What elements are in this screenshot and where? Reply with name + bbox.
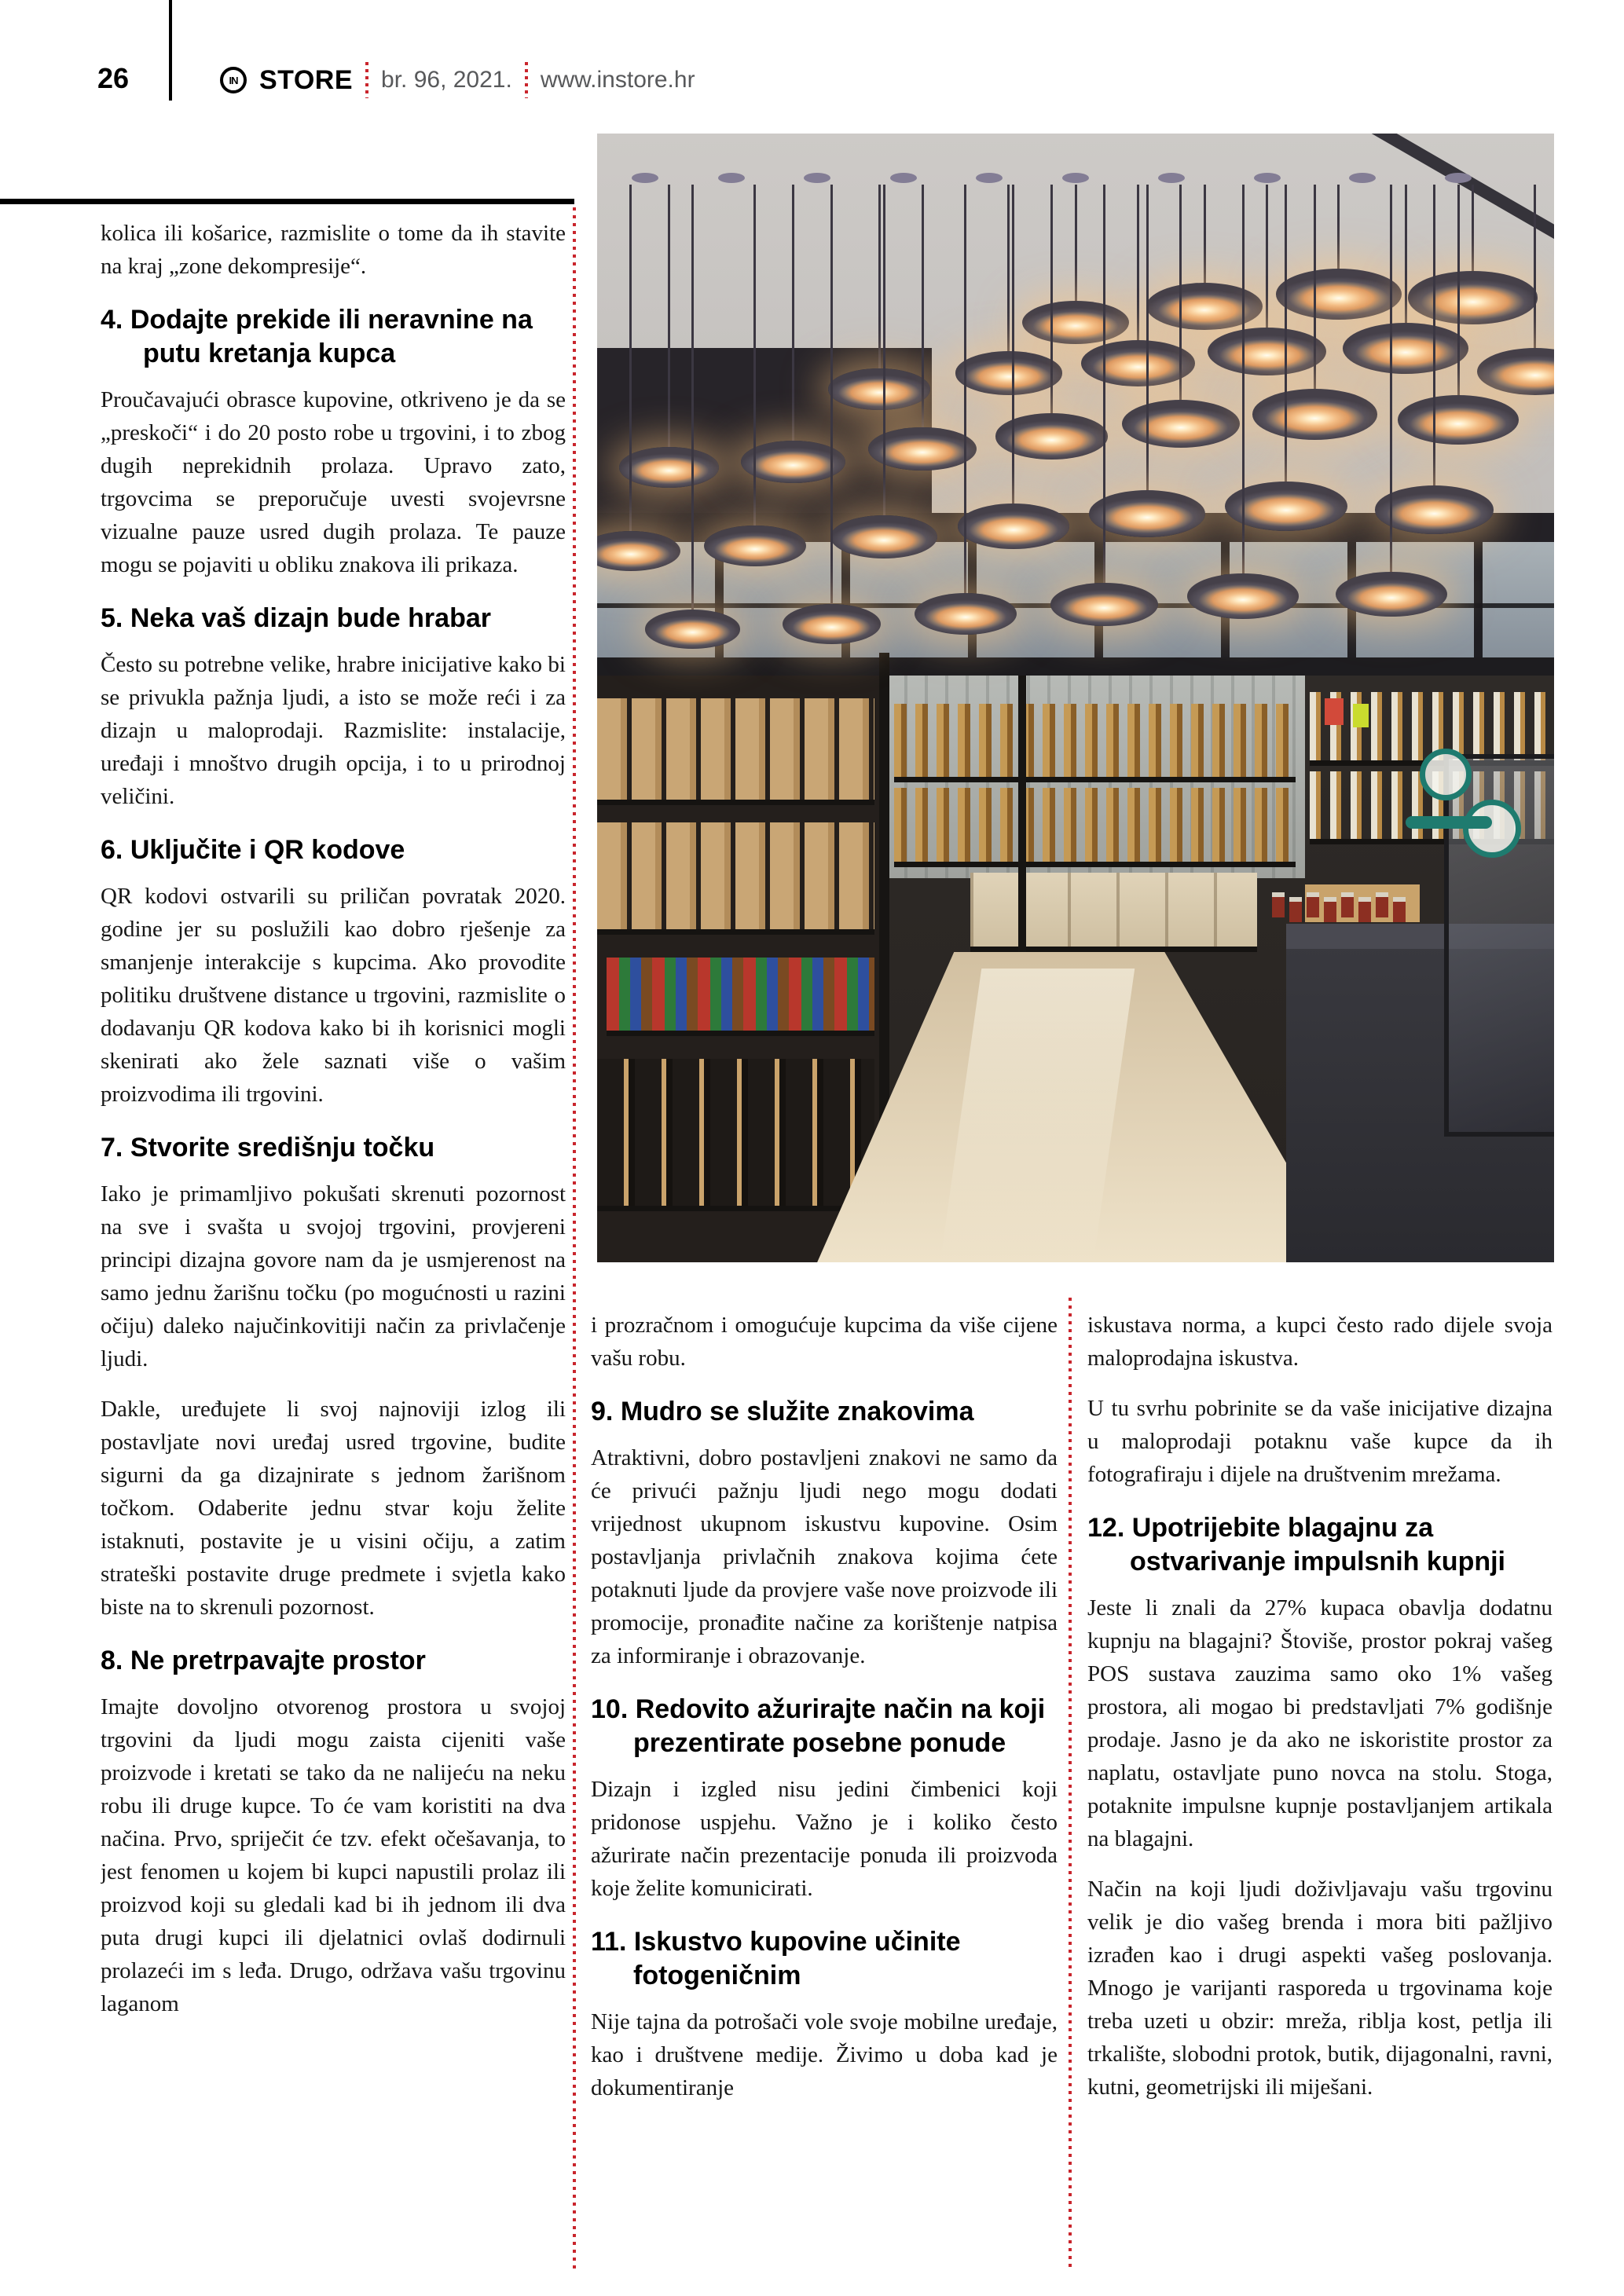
lamp-cord [830,185,833,610]
issue-number: br. 96, 2021. [381,67,512,93]
header-corner-rule [169,0,172,101]
article-paragraph: i prozračnom i omogućuje kupcima da više cijene vašu robu. [591,1313,1058,1371]
pendant-lamp-shade [1146,283,1263,330]
pendant-lamp-shade [828,368,930,410]
lamp-cord [753,185,756,530]
article-paragraph: kolica ili košarice, razmislite o tome da ih stavite na kraj „zone dekompresije“. [101,221,566,279]
lamp-cord [878,185,881,373]
section-heading: 10. Redovito ažurirajte način na koji prezentirate posebne ponude [591,1694,1046,1758]
top-horizontal-rule [0,199,574,204]
article-paragraph: Atraktivni, dobro postavljeni znakovi ne samo da će privući pažnju ljudi nego mogu dodati vrijednost ukupnom iskustvu kupovine. Osim postavljanja privlačnih znakova kojima ćete potaknuti ljude da provjere vaše nove proizvode ili promocije, pronađite načine za korištenje natpisa za informiranje i obrazovanje. [591,1445,1058,1668]
section-heading: 4. Dodajte prekide ili neravnine na putu kretanja kupca [101,305,533,368]
photo-teal-band [1406,816,1492,829]
pendant-lamp-shade [958,504,1069,549]
lamp-cord [922,185,924,432]
article-column-left [101,217,566,2270]
photo-back-shelf-bottles [894,704,1296,782]
lamp-cord [1146,185,1149,495]
photo-back-shelf-bottles [894,788,1296,866]
section-heading: 5. Neka vaš dizajn bude hrabar [101,603,491,633]
lamp-cord [1103,185,1105,588]
page-number: 26 [97,62,130,94]
photo-snack-row [607,958,874,1036]
magazine-title: STORE [259,64,354,95]
section-heading: 11. Iskustvo kupovine učinite fotogeničnim [591,1927,961,1990]
lamp-cord [1266,185,1268,332]
section-number: 8. [101,1646,130,1675]
section-heading: 7. Stvorite središnju točku [101,1133,435,1163]
pendant-lamp-shade [619,447,719,488]
lamp-cord [1007,185,1010,357]
pendant-lamp-shade [1089,490,1205,537]
photo-jar [1272,892,1285,917]
pendant-lamp-shade [645,610,740,648]
article-paragraph: Često su potrebne velike, hrabre inicijative kako bi se privukla pažnja ljudi, a isto se može reći i za dizajn u maloprodaji. Razmislite: instalacije, uređaji i mnoštvo drugih opcija, i to u prirodnoj veličini. [101,652,566,809]
photo-jar [1341,892,1354,917]
lamp-cord [964,185,966,598]
column-separator-dotted [573,207,576,2270]
pendant-lamp-shade [1398,395,1519,444]
photo-jar [1376,892,1388,917]
article-paragraph: Jeste li znali da 27% kupaca obavlja dodatnu kupnju na blagajni? Štoviše, prostor pokraj vašeg POS sustava zauzima samo oko 1% vašeg prostora, ali mogao bi predstavljati 7% godišnje prodaje. Jasno je da ako ne iskoristite prostor za naplatu, ostavljate puno novca na stolu. Stoga, potaknite impulsne kupnje postavljanjem artikala na blagajni. [1087,1595,1553,1851]
pendant-lamp-shade [1375,485,1494,533]
lamp-cord [1075,185,1077,306]
article-paragraph: Nije tajna da potrošači vole svoje mobilne uređaje, kao i društvene medije. Živimo u doba kad je dokumentiranje [591,2009,1058,2100]
article-paragraph: QR kodovi ostvarili su priličan povratak 2020. godine jer su poslužili kao dobro rješenje za smanjenje interakcije s kupcima. Ako provodite politiku društvene distance u trgovini, razmislite o dodavanju QR kodova kako bi ih korisnici mogli skenirati ako žele saznati više o vašim proizvodima ili trgovini. [101,884,566,1107]
page-header [220,63,695,97]
lamp-cord [1012,185,1014,509]
section-number: 5. [101,603,130,633]
article-paragraph: Dizajn i izgled nisu jedini čimbenici koji pridonose uspjehu. Važno je i koliko često ažurirate način prezentacije ponuda ili proizvoda koje želite komunicirati. [591,1777,1058,1901]
pendant-lamp-shade [955,351,1062,394]
pendant-lamp-shade [1022,301,1129,344]
photo-jar [1358,897,1371,922]
article-paragraph: Imajte dovoljno otvorenog prostora u svojoj trgovini da ljudi mogu zaista cijeniti vaše proizvode i kretati se tako da ne nalijeću na neku robu ili druge kupce. To će vam koristiti na dva načina. Prvo, spriječit će tzv. efekt očešavanja, to jest fenomen u kojem bi kupci napustili prolaz ili proizvod koji su gledali kad bi ih jednom ili dva puta drugi kupci ili djelatnici ovlaš dodirnuli prolazeći im s leđa. Drugo, održava vašu trgovinu laganom [101,1694,566,2016]
photo-box-row [970,873,1257,951]
pendant-lamp-shade [1050,583,1157,626]
article-column-right [1087,1309,1553,2272]
section-number: 9. [591,1397,621,1426]
lamp-cord [1457,185,1460,401]
section-heading: 8. Ne pretrpavajte prostor [101,1646,426,1675]
article-paragraph: iskustava norma, a kupci često rado dijele svoja maloprodajna iskustva. [1087,1313,1553,1371]
lamp-cord [1137,185,1139,345]
photo-jar [1289,897,1302,922]
instore-logo-icon: IN [220,67,247,93]
section-number: 12. [1087,1513,1132,1543]
photo-jar [1307,892,1319,917]
header-dotted-divider [365,62,368,98]
pendant-lamp-shade [783,604,882,644]
lamp-cord [1314,185,1316,394]
pendant-lamp-shade [704,525,806,567]
pendant-lamp-shade [1208,328,1326,375]
header-dotted-divider [525,62,528,98]
photo-coffee-bag-row [597,698,874,805]
section-number: 4. [101,305,130,335]
pendant-lamp-shade [1336,572,1447,617]
section-heading: 9. Mudro se služite znakovima [591,1397,974,1426]
photo-lime-label-spot [1353,704,1369,727]
photo-jar [1324,897,1336,922]
section-heading: 12. Upotrijebite blagajnu za ostvarivanje impulsnih kupnji [1087,1513,1505,1576]
article-paragraph: Dakle, uređujete li svoj najnoviji izlog ili postavljate novi uređaj usred trgovine, budite sigurni da ga dizajnirate s jednom žarišnom točkom. Odaberite jednu stvar koju želite istaknuti, postavite je u visini očiju, a zatim strateški postavite druge predmete i svjetla kako biste na to skrenuli pozornost. [101,1397,566,1620]
photo-jar [1393,897,1406,922]
pendant-lamp-shade [1276,269,1402,320]
article-paragraph: Iako je primamljivo pokušati skrenuti pozornost na sve i svašta u svojoj trgovini, provjereni principi dizajna govore nam da je usmjerenost na samo jednu žarišnu točku (po mogućnosti u razini očiju) daleko najučinkovitiji način za privlačenje ljudi. [101,1181,566,1371]
lamp-cord [1285,185,1287,486]
lamp-cord [691,185,694,615]
article-paragraph: U tu svrhu pobrinite se da vaše inicijative dizajna u maloprodaji potaknu vaše kupce da ih fotografiraju i dijele na društvenim mrežama. [1087,1396,1553,1487]
article-paragraph: Način na koji ljudi doživljavaju vašu trgovinu velik je dio vašeg brenda i mora biti pažljivo izrađen kao i drugi aspekti vašeg poslovanja. Mnogo je varijanti rasporeda u trgovinama koje treba uzeti u obzir: mreža, riblja kost, petlja ili trkalište, slobodni protok, butik, dijagonalni, ravni, kutni, geometrijski ili miješani. [1087,1877,1553,2100]
article-paragraph: Proučavajući obrasce kupovine, otkriveno je da se „preskoči“ i do 20 posto robe u trgovini, i to zbog dugih neprekidnih prolaza. Upravo zato, trgovcima se preporučuje uvesti svojevrsne vizualne pauze usred dugih prolaza. Te pauze mogu se pojaviti u obliku znakova ili prikaza. [101,387,566,577]
lamp-cord [1179,185,1182,405]
pendant-lamp-shade [1187,573,1299,619]
lamp-cord [1405,185,1407,328]
pendant-lamp-shade [1408,271,1538,324]
photo-coffee-bag-row [597,822,874,936]
pendant-lamp-shade [1252,389,1378,440]
pendant-lamp-shade [1343,323,1468,374]
photo-dark-bag-row [597,1059,874,1211]
lamp-cord [1390,185,1392,577]
lamp-cord [1050,185,1053,419]
lamp-cord [668,185,670,452]
section-heading: 6. Uključite i QR kodove [101,835,405,865]
lamp-cord [1242,185,1245,579]
pendant-lamp-shade [1081,340,1195,386]
section-number: 7. [101,1133,130,1163]
article-column-middle [591,1309,1058,2272]
photo-red-label-spot [1325,698,1344,725]
lamp-cord [792,185,794,445]
pendant-lamp-shade [915,593,1017,635]
section-number: 6. [101,835,130,865]
lamp-cord [1534,185,1536,353]
pendant-lamp-shade [1122,400,1241,448]
section-number: 11. [591,1927,634,1957]
lamp-cord [1337,185,1340,274]
column-separator-dotted [1069,1298,1072,2269]
website-url: www.instore.hr [540,67,695,93]
lamp-cord [1433,185,1435,491]
lamp-cord [883,185,885,520]
store-interior-photo [597,134,1554,1262]
section-number: 10. [591,1694,636,1724]
lamp-cord [1472,185,1474,276]
pendant-lamp-shade [830,515,937,558]
lamp-cord [1204,185,1206,287]
lamp-cord [629,185,632,536]
